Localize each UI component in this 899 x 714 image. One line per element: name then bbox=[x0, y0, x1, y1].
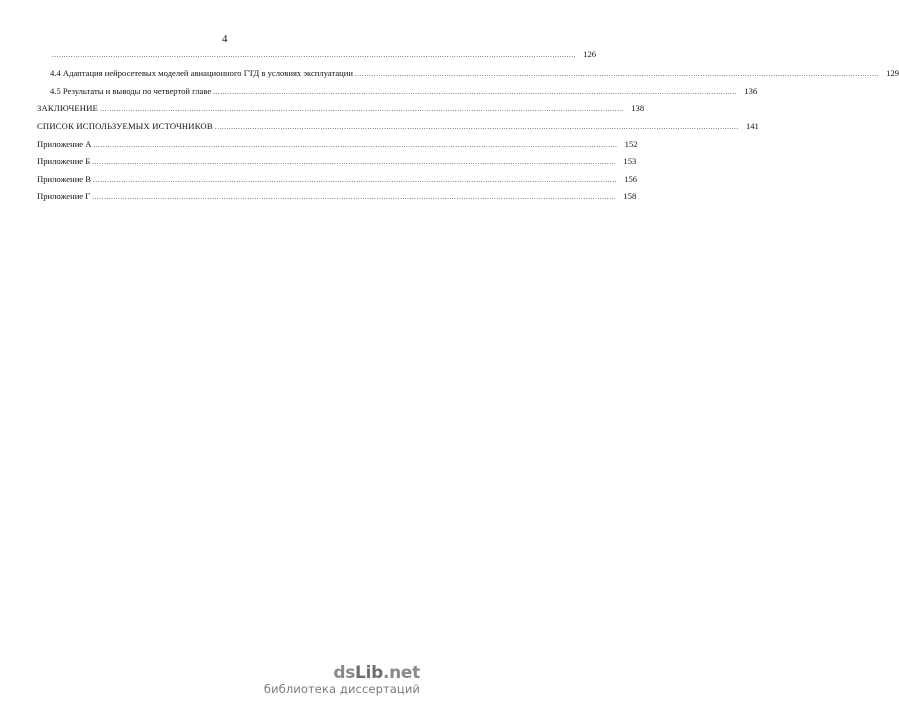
toc-dot-leader: ............................................................................................................................................................................................................................... bbox=[214, 123, 739, 131]
toc-entry-appendix-a bbox=[37, 139, 638, 151]
toc-entry-label: СПИСОК ИСПОЛЬЗУЕМЫХ ИСТОЧНИКОВ bbox=[37, 121, 213, 131]
toc-dot-leader: ............................................................................................................................................................................................................................... bbox=[354, 70, 880, 78]
page-number: 4 bbox=[222, 33, 228, 45]
toc-entry-label: Приложение Б bbox=[37, 156, 91, 166]
toc-entry-page: 138 bbox=[631, 103, 645, 113]
toc-dot-leader: ............................................................................................................................................................................................................................... bbox=[93, 176, 618, 184]
toc-entry-appendix-b bbox=[37, 156, 637, 168]
toc-entry-label: 4.4 Адаптация нейросетевых моделей авиационного ГТД в условиях эксплуатации bbox=[50, 68, 353, 78]
toc-entry-label: ЗАКЛЮЧЕНИЕ bbox=[37, 103, 99, 113]
toc-dot-leader: ............................................................................................................................................................................................................................... bbox=[52, 51, 577, 59]
toc-entry-label: Приложение В bbox=[37, 174, 92, 184]
toc-entry-page: 156 bbox=[624, 174, 638, 184]
toc-dot-leader: ............................................................................................................................................................................................................................... bbox=[213, 88, 738, 96]
toc-entry-label: Приложение А bbox=[37, 139, 92, 149]
toc-dot-leader: ............................................................................................................................................................................................................................... bbox=[92, 158, 617, 166]
toc-entry-page: 153 bbox=[623, 156, 637, 166]
dslib-watermark bbox=[264, 664, 420, 696]
dslib-logo: dsLib.net bbox=[333, 663, 420, 683]
toc-entry-page: 129 bbox=[886, 68, 899, 78]
toc-entry-page: 152 bbox=[624, 139, 638, 149]
toc-entry-page: 126 bbox=[583, 49, 597, 59]
toc-entry-page: 141 bbox=[745, 121, 759, 131]
toc-entry-label: 4.5 Результаты и выводы по четвертой главе bbox=[50, 86, 212, 96]
toc-entry-conclusion bbox=[37, 103, 645, 115]
toc-entry-references bbox=[37, 121, 759, 133]
toc-entry-4-4 bbox=[50, 68, 899, 80]
toc-entry-appendix-g bbox=[37, 191, 637, 203]
toc-dot-leader: ............................................................................................................................................................................................................................... bbox=[100, 105, 625, 113]
toc-entry-4-5 bbox=[50, 86, 758, 98]
toc-dot-leader: ............................................................................................................................................................................................................................... bbox=[92, 193, 617, 201]
toc-entry-page: 158 bbox=[623, 191, 637, 201]
toc-entry-page: 136 bbox=[744, 86, 758, 96]
toc-entry-appendix-v bbox=[37, 174, 638, 186]
toc-entry-label: Приложение Г bbox=[37, 191, 91, 201]
toc-entry-continued bbox=[50, 49, 597, 61]
dslib-tagline: библиотека диссертаций bbox=[263, 682, 420, 696]
toc-dot-leader: ............................................................................................................................................................................................................................... bbox=[93, 141, 618, 149]
